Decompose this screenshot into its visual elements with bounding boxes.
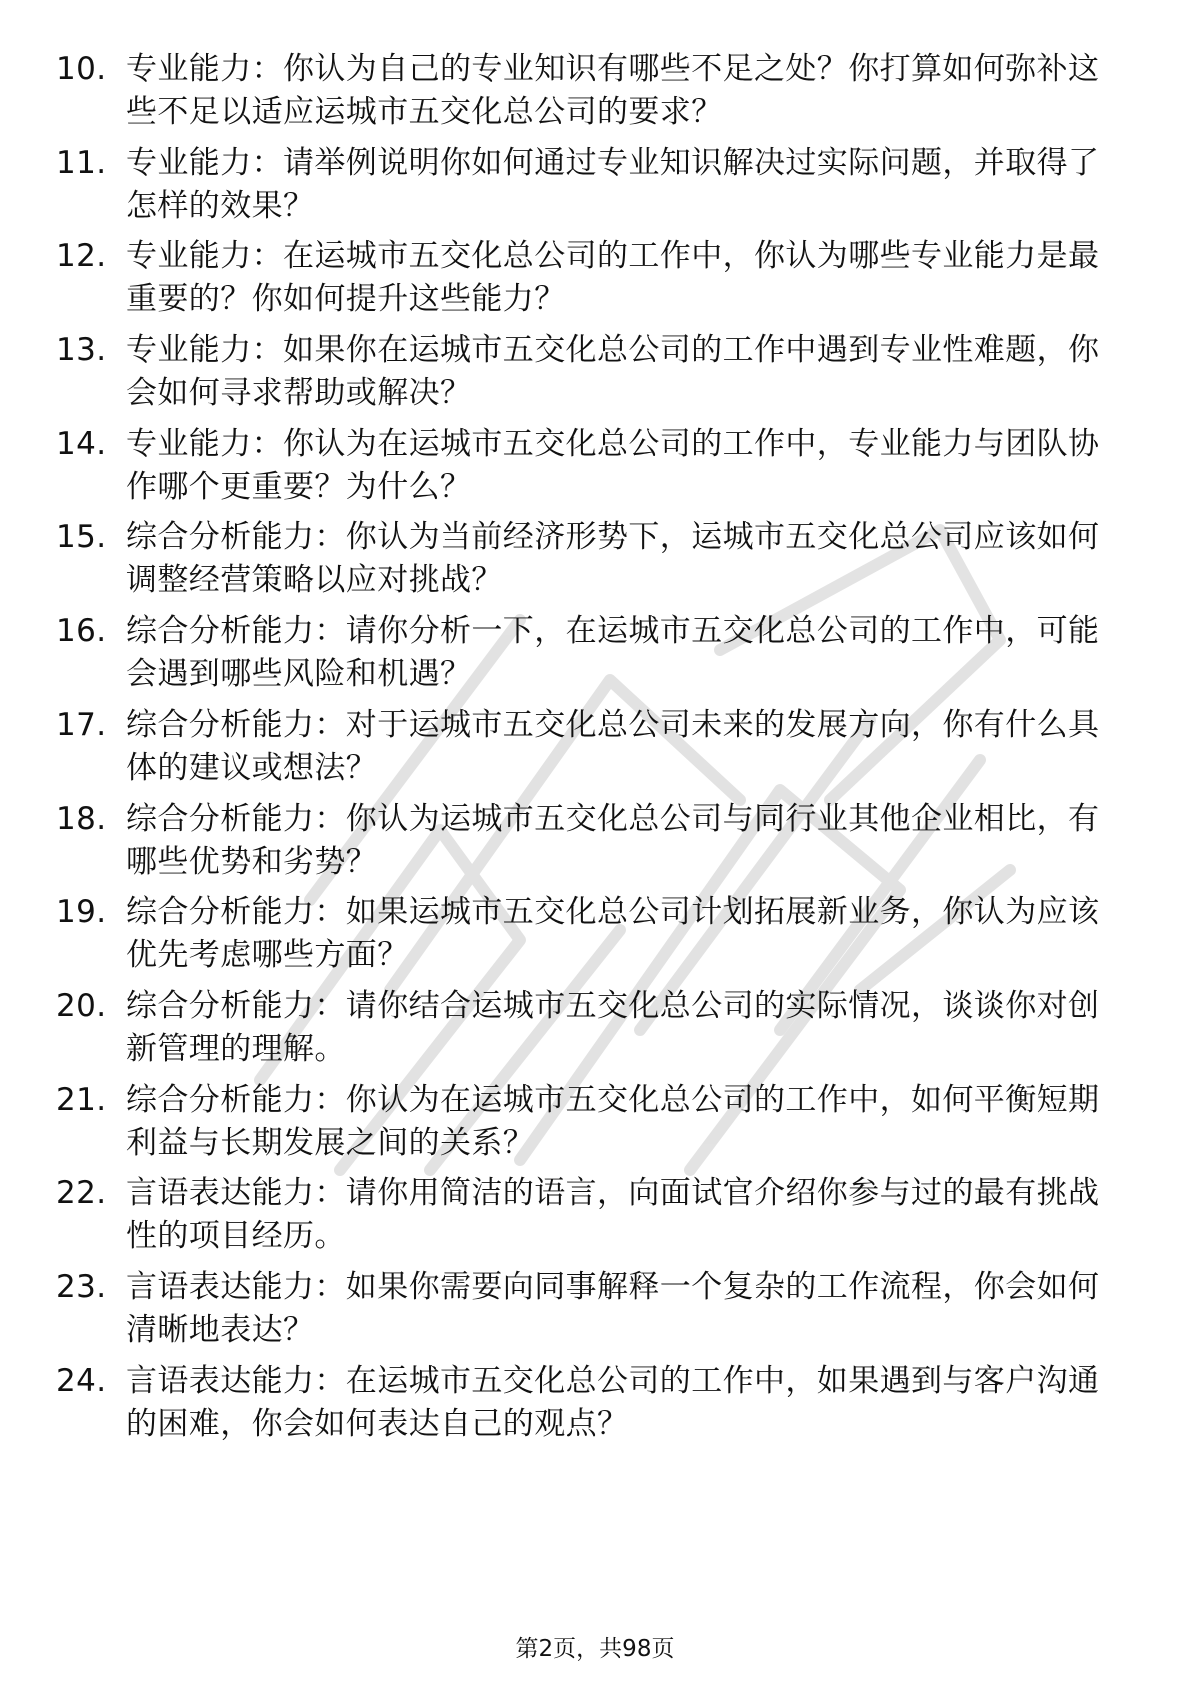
question-text: 综合分析能力：请你分析一下，在运城市五交化总公司的工作中，可能会遇到哪些风险和机遇？ [126,613,1100,693]
question-number: 11. [56,144,107,181]
question-number: 22. [56,1175,107,1212]
question-text: 言语表达能力：请你用简洁的语言，向面试官介绍你参与过的最有挑战性的项目经历。 [126,1175,1100,1255]
question-item [56,516,1136,610]
question-text: 专业能力：如果你在运城市五交化总公司的工作中遇到专业性难题，你会如何寻求帮助或解决？ [126,332,1100,412]
question-item [56,235,1136,329]
question-text: 综合分析能力：如果运城市五交化总公司计划拓展新业务，你认为应该优先考虑哪些方面？ [126,894,1100,974]
question-text: 言语表达能力：在运城市五交化总公司的工作中，如果遇到与客户沟通的困难，你会如何表达自己的观点？ [126,1362,1100,1442]
question-text: 综合分析能力：你认为在运城市五交化总公司的工作中，如何平衡短期利益与长期发展之间的关系？ [126,1081,1100,1161]
question-item [56,423,1136,517]
question-number: 16. [56,613,107,650]
question-text: 专业能力：在运城市五交化总公司的工作中，你认为哪些专业能力是最重要的？你如何提升这些能力？ [126,238,1100,318]
question-number: 13. [56,332,107,369]
question-number: 24. [56,1362,107,1399]
question-item [56,1172,1136,1266]
question-number: 15. [56,519,107,556]
question-number: 20. [56,987,107,1024]
question-text: 综合分析能力：你认为运城市五交化总公司与同行业其他企业相比，有哪些优势和劣势？ [126,800,1100,880]
question-list [56,48,1136,1453]
question-text: 专业能力：请举例说明你如何通过专业知识解决过实际问题，并取得了怎样的效果？ [126,144,1100,224]
question-item [56,48,1136,142]
question-item [56,985,1136,1079]
page-footer: 第2页，共98页 [515,1636,675,1662]
question-item [56,1079,1136,1173]
question-number: 17. [56,706,107,743]
question-item [56,610,1136,704]
question-text: 专业能力：你认为自己的专业知识有哪些不足之处？你打算如何弥补这些不足以适应运城市五交化总公司的要求？ [126,51,1100,130]
question-text: 综合分析能力：对于运城市五交化总公司未来的发展方向，你有什么具体的建议或想法？ [126,706,1100,786]
question-item [56,704,1136,798]
question-number: 23. [56,1268,107,1305]
question-item [56,142,1136,236]
question-text: 专业能力：你认为在运城市五交化总公司的工作中，专业能力与团队协作哪个更重要？为什么？ [126,425,1100,505]
question-text: 言语表达能力：如果你需要向同事解释一个复杂的工作流程，你会如何清晰地表达？ [126,1268,1100,1348]
question-number: 14. [56,425,107,462]
question-item [56,1266,1136,1360]
question-text: 综合分析能力：请你结合运城市五交化总公司的实际情况，谈谈你对创新管理的理解。 [126,987,1100,1067]
question-number: 18. [56,800,107,837]
question-number: 10. [56,51,107,87]
question-number: 21. [56,1081,107,1118]
question-item [56,891,1136,985]
question-text: 综合分析能力：你认为当前经济形势下，运城市五交化总公司应该如何调整经营策略以应对挑战？ [126,519,1100,599]
question-number: 12. [56,238,107,275]
question-number: 19. [56,894,107,931]
question-item [56,1360,1136,1454]
question-item [56,329,1136,423]
question-item [56,798,1136,892]
